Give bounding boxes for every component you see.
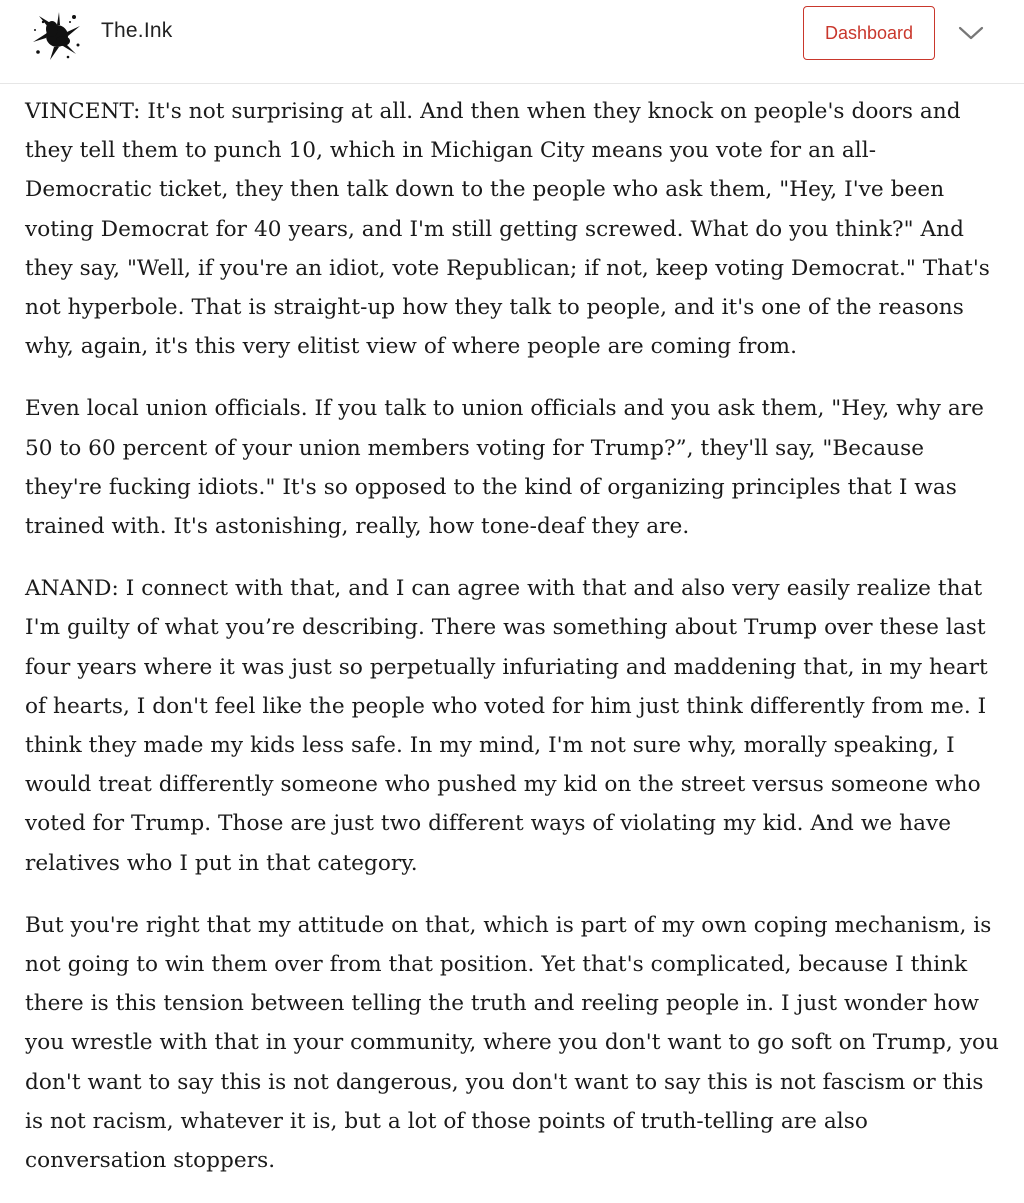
ink-splatter-icon[interactable] [30,8,84,62]
article-paragraph: VINCENT: It's not surprising at all. And then when they knock on people's doors and they tell them to punch 10, which in Michigan City means you vote for an all-Democratic ticket, they then talk down to the people who ask them, "Hey, I've been voting Democrat for 40 years, and I'm still getting screwed. What do you think?" And they say, "Well, if you're an idiot, vote Republican; if not, keep voting Democrat." That's not hyperbole. That is straight-up how they talk to people, and it's one of the reasons why, again, it's this very elitist view of where people are coming from. [25,99,990,360]
site-name[interactable]: The.Ink [101,19,173,42]
article-paragraph: ANAND: I connect with that, and I can agree with that and also very easily realize that I'm guilty of what you’re describing. There was something about Trump over these last four years where it was just so perpetually infuriating and maddening that, in my heart of hearts, I don't feel like the people who voted for him just think differently from me. I think they made my kids less safe. In my mind, I'm not sure why, morally speaking, I would treat differently someone who pushed my kid on the street versus someone who voted for Trump. Those are just two different ways of violating my kid. And we have relatives who I put in that category. [25,576,988,876]
dashboard-button[interactable]: Dashboard [803,6,935,60]
article-paragraph: Even local union officials. If you talk to union officials and you ask them, "Hey, why are 50 to 60 percent of your union members voting for Trump?”, they'll say, "Because they're fucking idiots." It's so opposed to the kind of organizing principles that I was trained with. It's astonishing, really, how tone-deaf they are. [25,396,984,540]
article-body [25,92,1000,1203]
chevron-down-icon[interactable] [958,24,984,42]
article-paragraph: But you're right that my attitude on that, which is part of my own coping mechanism, is not going to win them over from that position. Yet that's complicated, because I think there is this tension between telling the truth and reeling people in. I just wonder how you wrestle with that in your community, where you don't want to go soft on Trump, you don't want to say this is not dangerous, you don't want to say this is not fascism or this is not racism, whatever it is, but a lot of those points of truth-telling are also conversation stoppers. [25,912,999,1174]
top-navigation-bar [0,0,1024,84]
